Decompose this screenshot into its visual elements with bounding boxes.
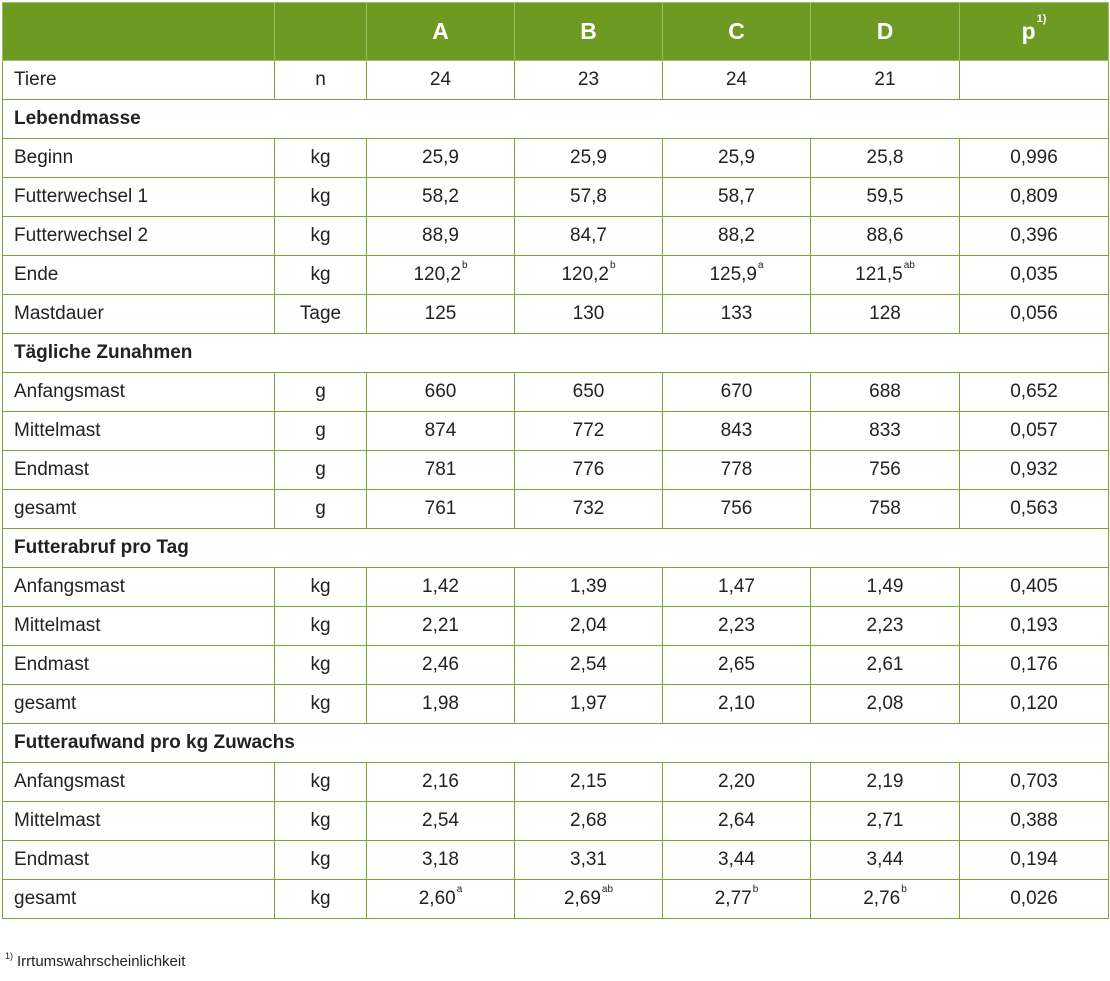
value-text: 2,64 xyxy=(718,810,755,831)
value-cell-a xyxy=(367,61,515,100)
row-unit: kg xyxy=(275,763,367,802)
value-cell-d xyxy=(811,373,960,412)
row-label: Anfangsmast xyxy=(3,373,275,412)
value-text: 772 xyxy=(572,420,605,441)
row-unit: g xyxy=(275,373,367,412)
header-row xyxy=(3,3,1109,61)
value-cell-d xyxy=(811,178,960,217)
value-text: 125 xyxy=(424,303,457,324)
value-cell-b xyxy=(515,802,663,841)
section-header-row xyxy=(3,334,1109,373)
value-text: 130 xyxy=(572,303,605,324)
value-cell-b xyxy=(515,217,663,256)
header-p-value xyxy=(960,3,1109,61)
row-label: gesamt xyxy=(3,880,275,919)
value-cell-d xyxy=(811,763,960,802)
value-text: 778 xyxy=(720,459,753,480)
p-value-cell: 0,809 xyxy=(960,178,1109,217)
value-cell-c xyxy=(663,139,811,178)
value-cell-b xyxy=(515,373,663,412)
value-cell-b xyxy=(515,646,663,685)
section-header-row xyxy=(3,529,1109,568)
row-label: Futterwechsel 2 xyxy=(3,217,275,256)
row-label: Endmast xyxy=(3,841,275,880)
value-text: 756 xyxy=(720,498,753,519)
value-text: 2,10 xyxy=(718,693,755,714)
value-text: 1,49 xyxy=(866,576,904,597)
section-header-row xyxy=(3,100,1109,139)
value-text: 2,68 xyxy=(570,810,607,831)
value-text: 120,2 xyxy=(561,264,609,285)
p-value-cell: 0,396 xyxy=(960,217,1109,256)
value-text: 670 xyxy=(720,381,753,402)
value-text: 24 xyxy=(429,69,452,90)
p-value-cell: 0,057 xyxy=(960,412,1109,451)
value-text: 25,8 xyxy=(866,147,904,168)
p-value-cell: 0,652 xyxy=(960,373,1109,412)
value-cell-c xyxy=(663,373,811,412)
p-value-cell: 0,193 xyxy=(960,607,1109,646)
value-cell-c xyxy=(663,256,811,295)
section-title: Tägliche Zunahmen xyxy=(3,334,1109,373)
table-row xyxy=(3,841,1109,880)
value-cell-d xyxy=(811,256,960,295)
value-cell-c xyxy=(663,685,811,724)
value-text: 58,7 xyxy=(718,186,755,207)
value-text: 120,2 xyxy=(413,264,461,285)
results-table xyxy=(2,2,1109,919)
row-unit: kg xyxy=(275,685,367,724)
row-label: Mittelmast xyxy=(3,607,275,646)
header-group-d: D xyxy=(811,3,960,61)
value-cell-a xyxy=(367,373,515,412)
significance-letter: b xyxy=(609,260,616,271)
row-unit: g xyxy=(275,412,367,451)
table-row xyxy=(3,685,1109,724)
table-row xyxy=(3,490,1109,529)
value-cell-d xyxy=(811,841,960,880)
row-unit: n xyxy=(275,61,367,100)
value-cell-b xyxy=(515,763,663,802)
p-value-cell: 0,563 xyxy=(960,490,1109,529)
header-p-footnote-marker: 1) xyxy=(1036,13,1047,25)
value-text: 2,08 xyxy=(866,693,904,714)
table-row xyxy=(3,61,1109,100)
value-text: 843 xyxy=(720,420,753,441)
footnote-text: Irrtumswahrscheinlichkeit xyxy=(17,953,186,970)
table-row xyxy=(3,412,1109,451)
row-label: Endmast xyxy=(3,451,275,490)
value-text: 25,9 xyxy=(422,147,459,168)
p-value-cell: 0,056 xyxy=(960,295,1109,334)
section-title: Lebendmasse xyxy=(3,100,1109,139)
value-text: 2,19 xyxy=(866,771,904,792)
value-cell-b xyxy=(515,841,663,880)
value-text: 3,44 xyxy=(866,849,904,870)
value-text: 59,5 xyxy=(866,186,904,207)
value-text: 133 xyxy=(720,303,753,324)
row-label: Anfangsmast xyxy=(3,568,275,607)
significance-letter: b xyxy=(752,884,759,895)
table-row xyxy=(3,451,1109,490)
value-text: 24 xyxy=(725,69,748,90)
row-unit: kg xyxy=(275,802,367,841)
row-label: Mastdauer xyxy=(3,295,275,334)
value-text: 121,5 xyxy=(855,264,903,285)
value-text: 25,9 xyxy=(718,147,755,168)
value-cell-a xyxy=(367,295,515,334)
value-cell-c xyxy=(663,295,811,334)
value-cell-b xyxy=(515,412,663,451)
value-cell-a xyxy=(367,412,515,451)
value-text: 2,77 xyxy=(714,888,752,909)
row-unit: Tage xyxy=(275,295,367,334)
value-text: 84,7 xyxy=(570,225,607,246)
value-text: 2,16 xyxy=(422,771,459,792)
p-value-cell xyxy=(960,61,1109,100)
section-title: Futteraufwand pro kg Zuwachs xyxy=(3,724,1109,763)
value-text: 2,65 xyxy=(718,654,755,675)
table-body xyxy=(3,61,1109,919)
section-header-row xyxy=(3,724,1109,763)
value-cell-d xyxy=(811,568,960,607)
value-text: 125,9 xyxy=(709,264,757,285)
row-unit: kg xyxy=(275,256,367,295)
value-text: 756 xyxy=(869,459,901,480)
value-cell-d xyxy=(811,217,960,256)
value-cell-c xyxy=(663,61,811,100)
table-row xyxy=(3,802,1109,841)
p-value-cell: 0,932 xyxy=(960,451,1109,490)
value-cell-d xyxy=(811,646,960,685)
value-text: 758 xyxy=(869,498,901,519)
table-row xyxy=(3,646,1109,685)
value-text: 57,8 xyxy=(570,186,607,207)
value-text: 2,76 xyxy=(863,888,901,909)
value-text: 776 xyxy=(572,459,605,480)
value-cell-d xyxy=(811,295,960,334)
value-cell-b xyxy=(515,451,663,490)
section-title: Futterabruf pro Tag xyxy=(3,529,1109,568)
value-cell-d xyxy=(811,802,960,841)
table-row xyxy=(3,763,1109,802)
p-value-cell: 0,026 xyxy=(960,880,1109,919)
footnote-marker: 1) xyxy=(5,951,14,961)
table-row xyxy=(3,217,1109,256)
p-value-cell: 0,035 xyxy=(960,256,1109,295)
value-cell-c xyxy=(663,646,811,685)
header-group-c: C xyxy=(663,3,811,61)
row-label: Mittelmast xyxy=(3,802,275,841)
row-unit: kg xyxy=(275,880,367,919)
value-text: 660 xyxy=(424,381,457,402)
value-cell-a xyxy=(367,802,515,841)
value-cell-b xyxy=(515,295,663,334)
table-row xyxy=(3,178,1109,217)
value-cell-d xyxy=(811,451,960,490)
value-cell-c xyxy=(663,412,811,451)
footnote xyxy=(5,953,185,970)
value-text: 1,98 xyxy=(422,693,459,714)
value-text: 2,61 xyxy=(866,654,904,675)
value-text: 2,21 xyxy=(422,615,459,636)
value-text: 688 xyxy=(869,381,901,402)
value-text: 732 xyxy=(572,498,605,519)
table-row xyxy=(3,880,1109,919)
p-value-cell: 0,194 xyxy=(960,841,1109,880)
row-label: Tiere xyxy=(3,61,275,100)
row-unit: kg xyxy=(275,178,367,217)
value-text: 2,60 xyxy=(418,888,456,909)
value-text: 2,71 xyxy=(866,810,904,831)
row-unit: kg xyxy=(275,607,367,646)
significance-letter: b xyxy=(461,260,468,271)
value-text: 2,15 xyxy=(570,771,607,792)
value-cell-a xyxy=(367,568,515,607)
significance-letter: ab xyxy=(601,884,614,895)
row-label: Mittelmast xyxy=(3,412,275,451)
row-unit: g xyxy=(275,451,367,490)
value-cell-b xyxy=(515,256,663,295)
value-cell-d xyxy=(811,607,960,646)
value-text: 23 xyxy=(577,69,600,90)
value-cell-d xyxy=(811,685,960,724)
row-unit: kg xyxy=(275,841,367,880)
value-text: 1,39 xyxy=(570,576,607,597)
value-text: 88,6 xyxy=(866,225,904,246)
value-text: 1,47 xyxy=(718,576,755,597)
value-cell-a xyxy=(367,139,515,178)
row-unit: g xyxy=(275,490,367,529)
p-value-cell: 0,120 xyxy=(960,685,1109,724)
table-row xyxy=(3,139,1109,178)
significance-letter: ab xyxy=(903,260,915,271)
value-text: 2,69 xyxy=(563,888,601,909)
table-row xyxy=(3,568,1109,607)
value-cell-d xyxy=(811,490,960,529)
value-cell-c xyxy=(663,568,811,607)
value-text: 2,04 xyxy=(570,615,607,636)
value-cell-b xyxy=(515,568,663,607)
row-unit: kg xyxy=(275,139,367,178)
value-cell-c xyxy=(663,880,811,919)
value-text: 761 xyxy=(424,498,457,519)
p-value-cell: 0,405 xyxy=(960,568,1109,607)
value-text: 1,42 xyxy=(422,576,459,597)
value-cell-a xyxy=(367,607,515,646)
value-cell-b xyxy=(515,61,663,100)
value-text: 128 xyxy=(869,303,901,324)
significance-letter: a xyxy=(757,260,764,271)
value-text: 3,18 xyxy=(422,849,459,870)
value-cell-a xyxy=(367,256,515,295)
value-cell-a xyxy=(367,841,515,880)
row-label: Ende xyxy=(3,256,275,295)
header-label-cell xyxy=(3,3,275,61)
value-cell-c xyxy=(663,178,811,217)
value-cell-a xyxy=(367,451,515,490)
value-cell-d xyxy=(811,880,960,919)
significance-letter: b xyxy=(901,884,907,895)
table-row xyxy=(3,373,1109,412)
value-cell-c xyxy=(663,607,811,646)
value-cell-a xyxy=(367,178,515,217)
value-cell-d xyxy=(811,412,960,451)
value-cell-a xyxy=(367,685,515,724)
value-text: 25,9 xyxy=(570,147,607,168)
row-label: Beginn xyxy=(3,139,275,178)
value-text: 3,44 xyxy=(718,849,755,870)
row-unit: kg xyxy=(275,568,367,607)
value-text: 781 xyxy=(424,459,457,480)
value-cell-c xyxy=(663,490,811,529)
value-cell-b xyxy=(515,607,663,646)
value-text: 2,54 xyxy=(422,810,459,831)
value-cell-b xyxy=(515,880,663,919)
value-text: 833 xyxy=(869,420,901,441)
table-row xyxy=(3,295,1109,334)
value-text: 1,97 xyxy=(570,693,607,714)
p-value-cell: 0,176 xyxy=(960,646,1109,685)
value-text: 58,2 xyxy=(422,186,459,207)
value-text: 2,46 xyxy=(422,654,459,675)
value-text: 2,23 xyxy=(718,615,755,636)
value-text: 88,2 xyxy=(718,225,755,246)
significance-letter: a xyxy=(456,884,463,895)
value-text: 3,31 xyxy=(570,849,607,870)
value-cell-a xyxy=(367,217,515,256)
row-label: Anfangsmast xyxy=(3,763,275,802)
value-cell-d xyxy=(811,139,960,178)
value-cell-b xyxy=(515,685,663,724)
row-label: Futterwechsel 1 xyxy=(3,178,275,217)
value-cell-c xyxy=(663,841,811,880)
header-unit-cell xyxy=(275,3,367,61)
value-cell-b xyxy=(515,178,663,217)
table-row xyxy=(3,607,1109,646)
value-text: 2,54 xyxy=(570,654,607,675)
row-label: Endmast xyxy=(3,646,275,685)
value-text: 650 xyxy=(572,381,605,402)
value-cell-a xyxy=(367,880,515,919)
header-group-a: A xyxy=(367,3,515,61)
table-row xyxy=(3,256,1109,295)
header-p-label: p xyxy=(1021,18,1036,44)
value-text: 2,20 xyxy=(718,771,755,792)
value-text: 2,23 xyxy=(866,615,904,636)
value-cell-c xyxy=(663,451,811,490)
value-cell-d xyxy=(811,61,960,100)
header-group-b: B xyxy=(515,3,663,61)
row-unit: kg xyxy=(275,217,367,256)
p-value-cell: 0,996 xyxy=(960,139,1109,178)
p-value-cell: 0,388 xyxy=(960,802,1109,841)
value-cell-a xyxy=(367,646,515,685)
p-value-cell: 0,703 xyxy=(960,763,1109,802)
value-cell-c xyxy=(663,802,811,841)
value-text: 21 xyxy=(874,69,896,90)
value-cell-c xyxy=(663,763,811,802)
value-cell-b xyxy=(515,490,663,529)
value-cell-c xyxy=(663,217,811,256)
value-text: 88,9 xyxy=(422,225,459,246)
value-cell-a xyxy=(367,763,515,802)
row-unit: kg xyxy=(275,646,367,685)
value-text: 874 xyxy=(424,420,457,441)
value-cell-a xyxy=(367,490,515,529)
value-cell-b xyxy=(515,139,663,178)
row-label: gesamt xyxy=(3,685,275,724)
row-label: gesamt xyxy=(3,490,275,529)
